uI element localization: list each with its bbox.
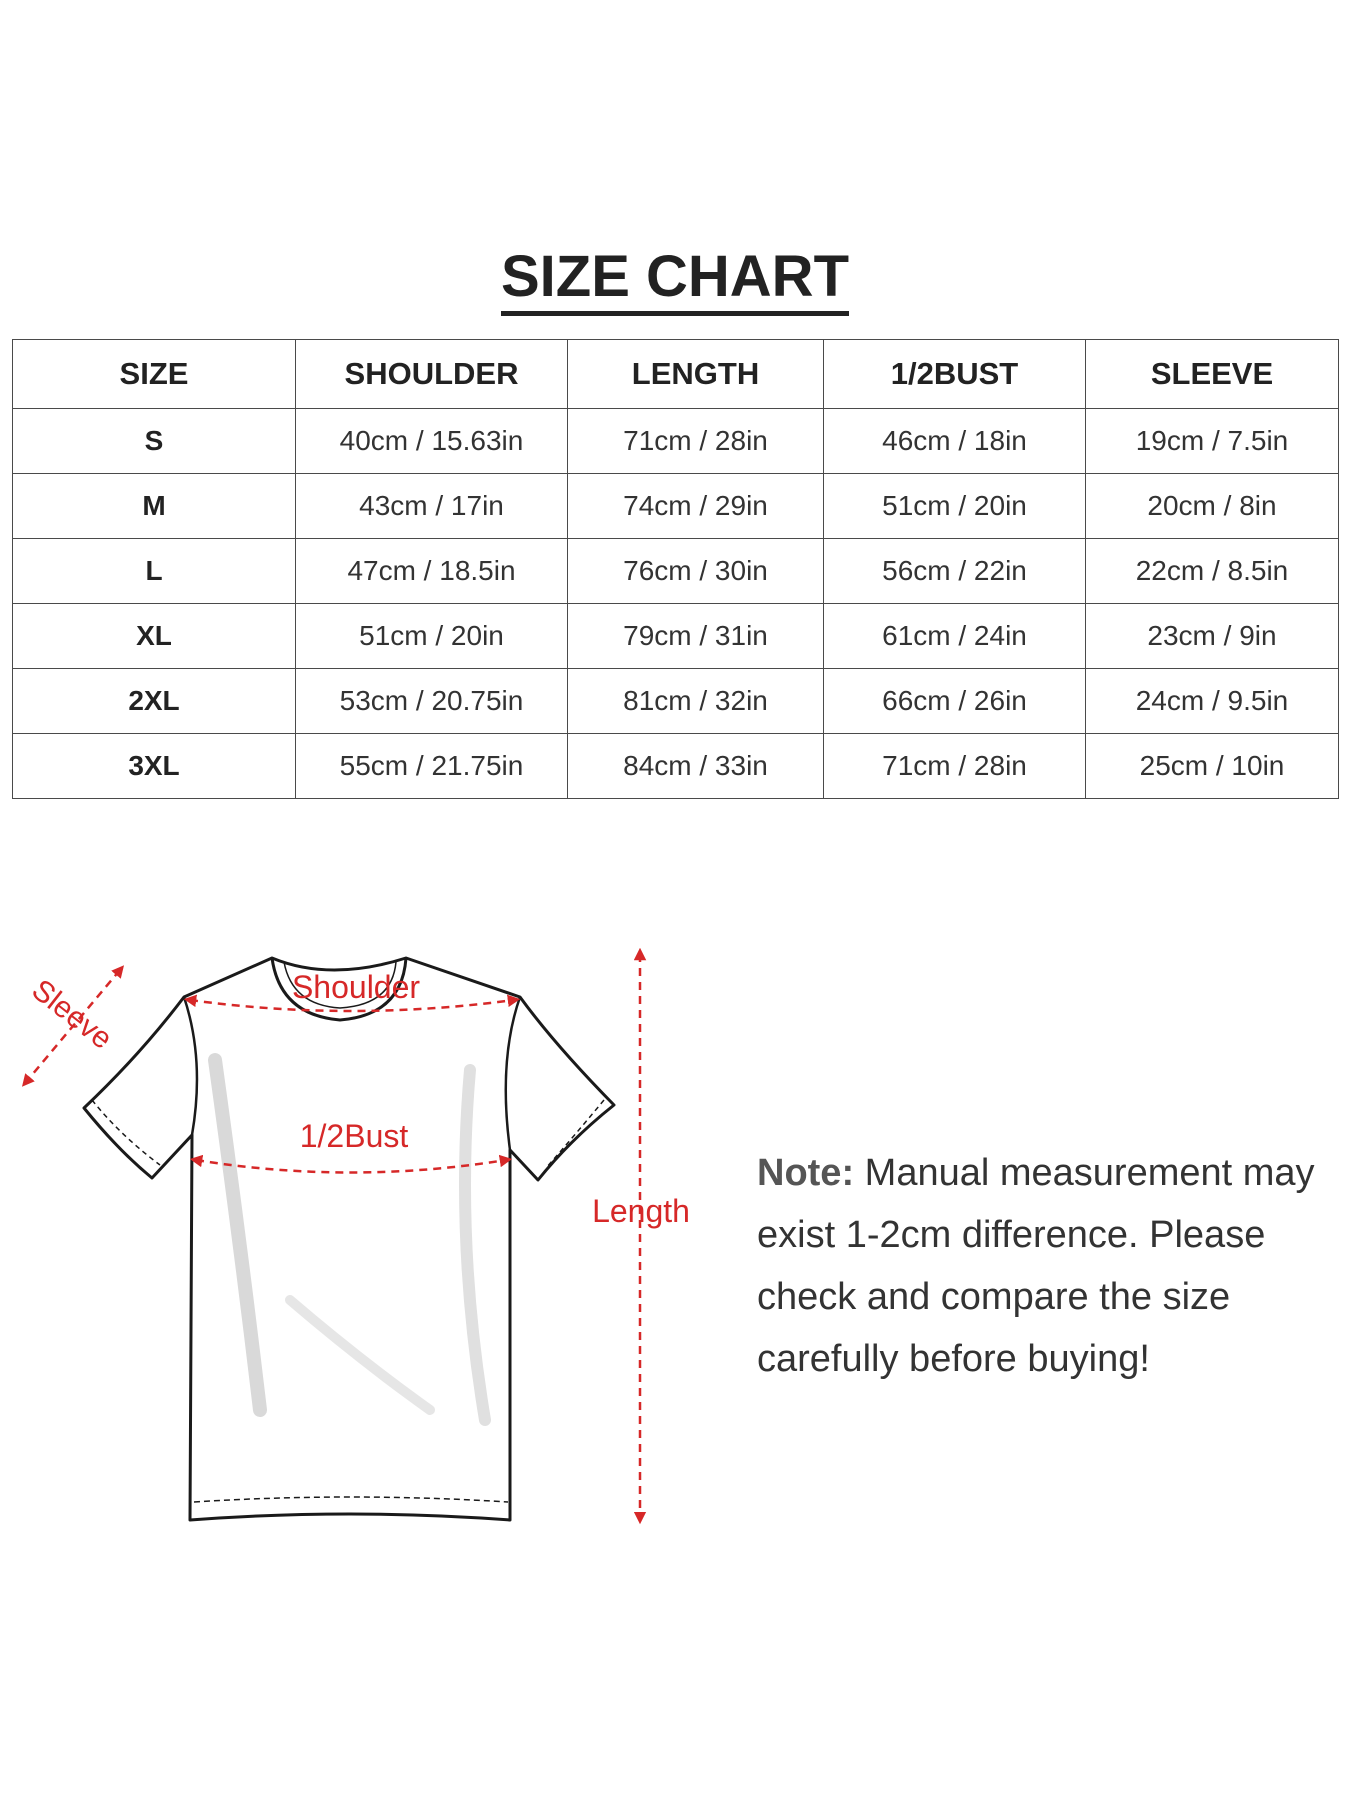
tshirt-outline [84,958,614,1520]
header-size: SIZE [13,340,296,409]
sleeve-cell: 24cm / 9.5in [1086,669,1339,734]
sleeve-cell: 23cm / 9in [1086,604,1339,669]
half-bust-cell: 46cm / 18in [824,409,1086,474]
length-cell: 84cm / 33in [568,734,824,799]
length-cell: 71cm / 28in [568,409,824,474]
shoulder-cell: 43cm / 17in [296,474,568,539]
page-title [0,242,1350,312]
table-row [13,474,1339,539]
length-cell: 79cm / 31in [568,604,824,669]
half-bust-cell: 66cm / 26in [824,669,1086,734]
sleeve-cell: 22cm / 8.5in [1086,539,1339,604]
size-cell: 2XL [13,669,296,734]
size-cell: S [13,409,296,474]
length-cell: 74cm / 29in [568,474,824,539]
table-row [13,409,1339,474]
header-sleeve: SLEEVE [1086,340,1339,409]
header-shoulder: SHOULDER [296,340,568,409]
shoulder-label: Shoulder [291,969,421,1005]
half-bust-cell: 71cm / 28in [824,734,1086,799]
header-length: LENGTH [568,340,824,409]
measurement-note [757,1142,1317,1390]
size-cell: M [13,474,296,539]
shoulder-cell: 53cm / 20.75in [296,669,568,734]
tshirt-diagram [0,940,720,1540]
note-text: Manual measurement may exist 1-2cm difference. Please check and compare the size carefully before buying! [757,1152,1315,1380]
shoulder-cell: 55cm / 21.75in [296,734,568,799]
table-row [13,734,1339,799]
length-cell: 81cm / 32in [568,669,824,734]
size-cell: 3XL [13,734,296,799]
sleeve-label: Sleeve [25,973,119,1056]
sleeve-cell: 19cm / 7.5in [1086,409,1339,474]
table-row [13,539,1339,604]
shoulder-cell: 47cm / 18.5in [296,539,568,604]
page-title-text: SIZE CHART [501,244,849,316]
size-cell: XL [13,604,296,669]
shoulder-cell: 51cm / 20in [296,604,568,669]
size-cell: L [13,539,296,604]
sleeve-cell: 25cm / 10in [1086,734,1339,799]
header-half-bust: 1/2BUST [824,340,1086,409]
note-label: Note: [757,1152,855,1194]
table-row [13,669,1339,734]
shoulder-cell: 40cm / 15.63in [296,409,568,474]
length-cell: 76cm / 30in [568,539,824,604]
half-bust-cell: 51cm / 20in [824,474,1086,539]
bust-label: 1/2Bust [299,1118,409,1154]
half-bust-cell: 56cm / 22in [824,539,1086,604]
half-bust-cell: 61cm / 24in [824,604,1086,669]
length-label: Length [592,1193,690,1229]
sleeve-cell: 20cm / 8in [1086,474,1339,539]
table-row [13,604,1339,669]
size-table [12,339,1339,799]
table-header-row [13,340,1339,409]
